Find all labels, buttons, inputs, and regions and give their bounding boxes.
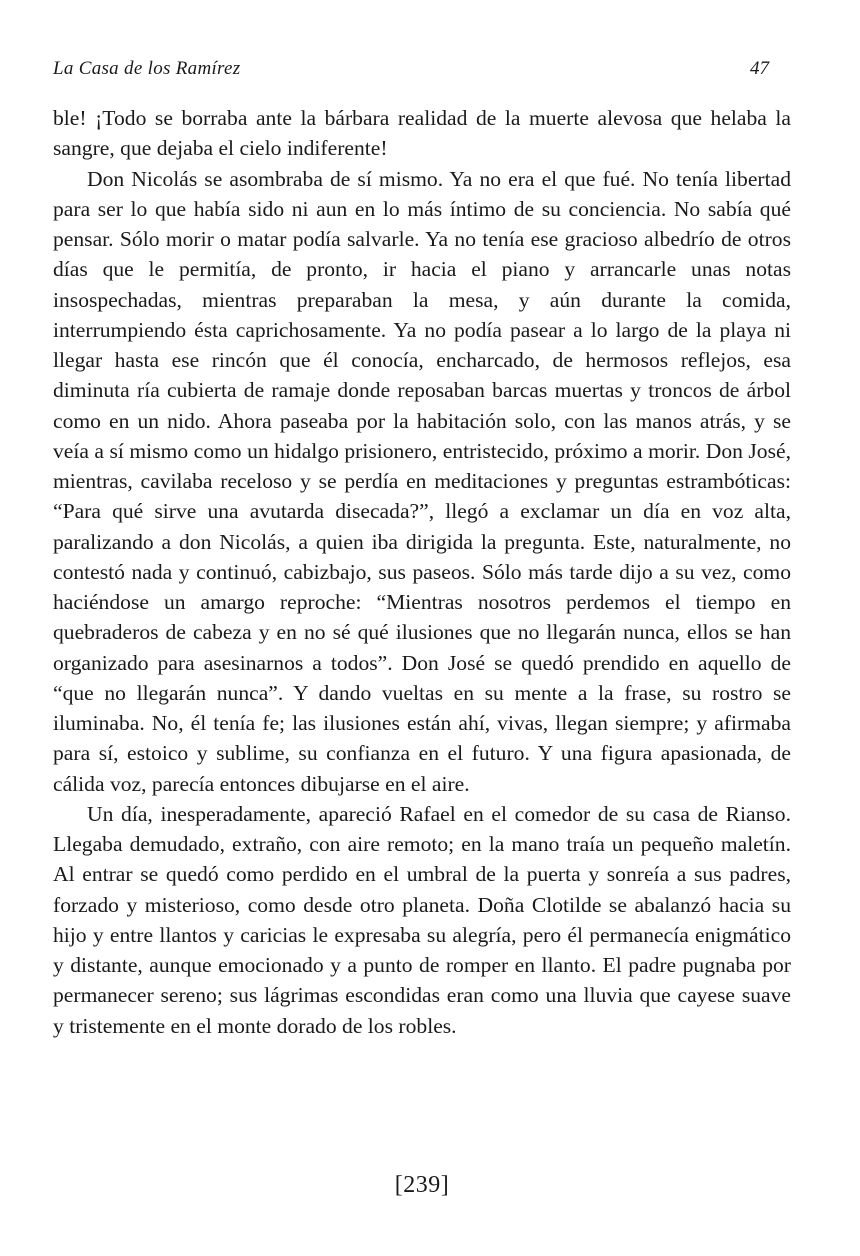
running-title: La Casa de los Ramírez — [53, 58, 241, 79]
running-header — [53, 58, 791, 84]
page-number: 47 — [750, 58, 769, 79]
body-text — [53, 103, 791, 1041]
book-page — [53, 0, 791, 1256]
paragraph-continuation: ble! ¡Todo se borraba ante la bárbara realidad de la muerte alevosa que helaba la sangre, que dejaba el cielo indiferente! — [53, 106, 791, 161]
folio-number: [239] — [394, 1172, 450, 1198]
paragraph-rafael-arrives: Un día, inesperadamente, apareció Rafael en el comedor de su casa de Rianso. Llegaba demudado, extraño, con aire remoto; en la mano traía un pequeño maletín. Al entrar se quedó como perdido en el umbral de la puerta y sonreía a sus padres, forzado y misterioso, como desde otro planeta. Doña Clotilde se abalanzó hacia su hijo y entre llantos y caricias le expresaba su alegría, pero él permanecía enigmático y distante, aunque emocionado y a punto de romper en llanto. El padre pugnaba por permanecer sereno; sus lágrimas escondidas eran como una lluvia que cayese suave y tristemente en el monte dorado de los robles. — [53, 801, 791, 1038]
paragraph-don-nicolas: Don Nicolás se asombraba de sí mismo. Ya no era el que fué. No tenía libertad para ser lo que había sido ni aun en lo más íntimo de su conciencia. No sabía qué pensar. Sólo morir o matar podía salvarle. Ya no tenía ese gracioso albedrío de otros días que le permitía, de pronto, ir hacia el piano y arrancarle unas notas insospechadas, mientras preparaban la mesa, y aún durante la comida, interrumpiendo ésta caprichosamente. Ya no podía pasear a lo largo de la playa ni llegar hasta ese rincón que él conocía, encharcado, de hermosos reflejos, esa diminuta ría cubierta de ramaje donde reposaban barcas muertas y troncos de árbol como en un nido. Ahora paseaba por la habitación solo, con las manos atrás, y se veía a sí mismo como un hidalgo prisionero, entristecido, próximo a morir. Don José, mientras, cavilaba receloso y se perdía en meditaciones y preguntas estrambóticas: “Para qué sirve una avutarda disecada?”, llegó a exclamar un día en voz alta, paralizando a don Nicolás, a quien iba dirigida la pregunta. Este, naturalmente, no contestó nada y continuó, cabizbajo, sus paseos. Sólo más tarde dijo a su vez, como haciéndose un amargo reproche: “Mientras nosotros perdemos el tiempo en quebraderos de cabeza y en no sé qué ilusiones que no llegarán nunca, ellos se han organizado para asesinarnos a todos”. Don José se quedó prendido en aquello de “que no llegarán nunca”. Y dando vueltas en su mente a la frase, su rostro se iluminaba. No, él tenía fe; las ilusiones están ahí, vivas, llegan siempre; y afirmaba para sí, estoico y sublime, su confianza en el futuro. Y una figura apasionada, de cálida voz, parecía entonces dibujarse en el aire. — [53, 166, 791, 796]
